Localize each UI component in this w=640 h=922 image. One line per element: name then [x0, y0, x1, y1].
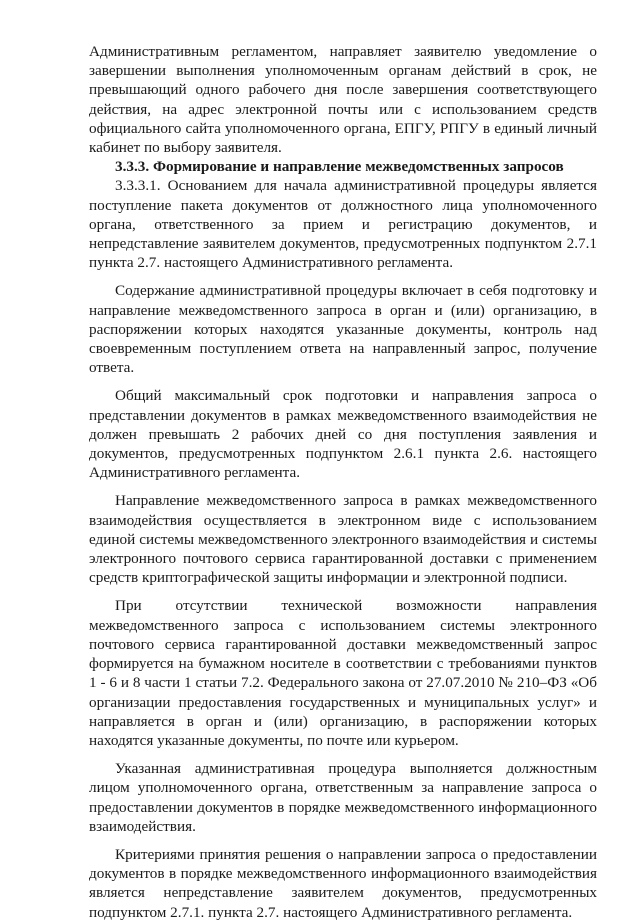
document-page — [89, 42, 597, 922]
paragraph-content: Содержание административной процедуры включает в себя подготовку и направление межведомственного запроса в орган и (или) организацию, в распоряжении которых находятся указанные документы, контроль над своевременным поступлением ответа на направленный запрос, получение ответа. — [89, 282, 597, 377]
paragraph-paper: При отсутствии технической возможности направления межведомственного запроса с использованием системы электронного почтового сервиса гарантированной доставки межведомственный запрос формируется на бумажном носителе в соответствии с требованиями пунктов 1 - 6 и 8 части 1 статьи 7.2. Федерального закона от 27.07.2010 № 210–ФЗ «Об организации предоставления государственных и муниципальных услуг» и направляется в орган и (или) организацию, в распоряжении которых находятся указанные документы, по почте или курьером. — [89, 597, 597, 749]
intro-paragraph: Административным регламентом, направляет заявителю уведомление о завершении выполнения уполномоченным органам действий в срок, не превышающий одного рабочего дня после завершения соответствующего действия, на адрес электронной почты или с использованием средств официального сайта уполномоченного органа, ЕПГУ, РПГУ в единый личный кабинет по выбору заявителя. — [89, 43, 597, 157]
section-heading: 3.3.3. Формирование и направление межведомственных запросов — [115, 158, 564, 176]
paragraph-deadline: Общий максимальный срок подготовки и направления запроса о представлении документов в рамках межведомственного взаимодействия не должен превышать 2 рабочих дней со дня поступления заявления и документов, предусмотренных подпунктом 2.6.1 пункта 2.6. настоящего Административного регламента. — [89, 387, 597, 482]
paragraph-basis: 3.3.3.1. Основанием для начала административной процедуры является поступление пакета документов от должностного лица уполномоченного органа, ответственного за прием и регистрацию документов, и непредставление заявителем документов, предусмотренных подпунктом 2.7.1 пункта 2.7. настоящего Административного регламента. — [89, 177, 597, 272]
paragraph-responsible: Указанная административная процедура выполняется должностным лицом уполномоченного органа, ответственным за направление запроса о предоставлении документов в порядке межведомственного информационного взаимодействия. — [89, 760, 597, 835]
paragraph-electronic: Направление межведомственного запроса в рамках межведомственного взаимодействия осуществляется в электронном виде с использованием единой системы межведомственного электронного взаимодействия и системы электронного почтового сервиса гарантированной доставки с применением средств криптографической защиты информации и электронной подписи. — [89, 492, 597, 587]
paragraph-criteria: Критериями принятия решения о направлении запроса о предоставлении документов в порядке межведомственного информационного взаимодействия является непредставление заявителем документов, предусмотренных подпунктом 2.7.1. пункта 2.7. настоящего Административного регламента. — [89, 845, 597, 921]
